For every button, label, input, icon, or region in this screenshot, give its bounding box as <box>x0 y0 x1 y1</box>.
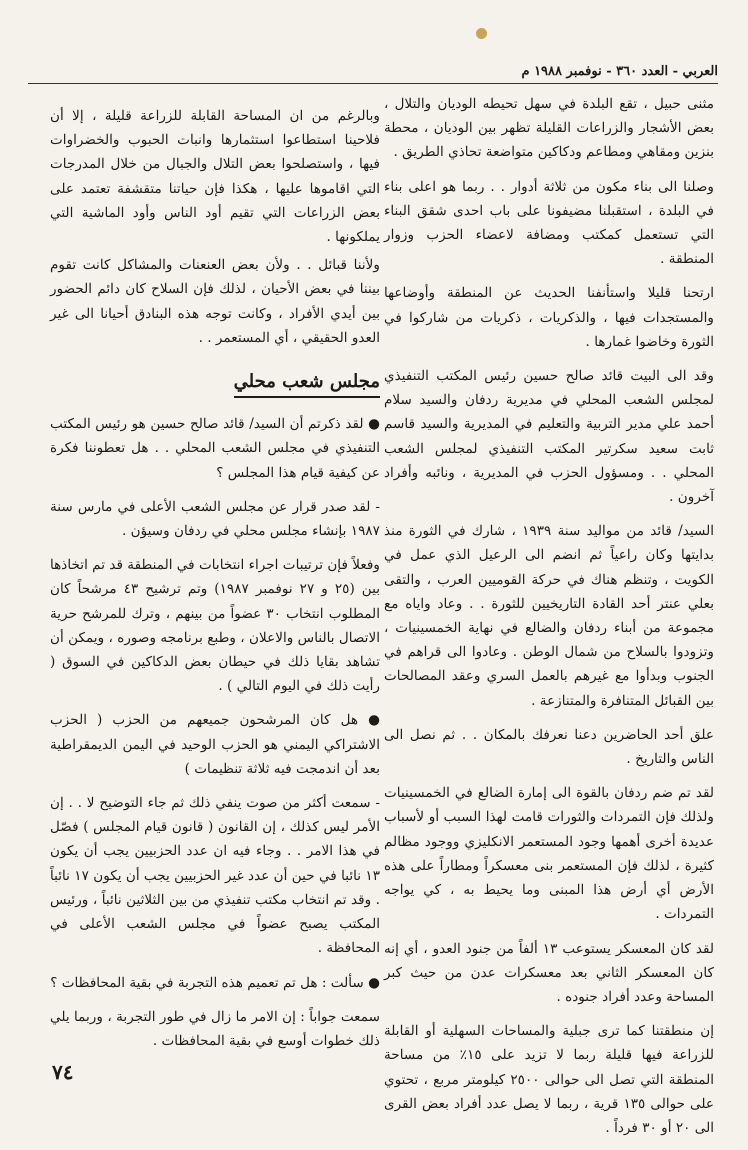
paragraph: مثنى حبيل ، تقع البلدة في سهل تحيطه الوديان والتلال ، بعض الأشجار والزراعات القليلة تظهر بين الوديان ، محطة بنزين ومقاهي ومطاعم ودكاكين متواضعة تحاذي الطريق . <box>384 96 714 161</box>
left-column <box>50 104 380 1063</box>
paragraph: لقد كان المعسكر يستوعب ١٣ ألفاً من جنود العدو ، أي إنه كان المعسكر الثاني بعد معسكرات عدن من حيث كبر المساحة وعدد أفراد جنوده . <box>384 940 714 1005</box>
paragraph: لقد تم ضم ردفان بالقوة الى إمارة الضالع في الخمسينيات ولذلك فإن التمردات والثورات قامت لهذا السبب أو لأسباب عديدة أخرى أهمها وجود المستعمر الانكليزي ووجود مظالم كثيرة ، لذلك فإن المستعمر بنى معسكراً ومطاراً على هذه الأرض أي أرض هذا المبنى وما يحيط به ، كي يواجه التمردات . <box>384 785 714 923</box>
paragraph: وبالرغم من ان المساحة القابلة للزراعة قليلة ، إلا أن فلاحينا استطاعوا استثمارها وانبات الحبوب والخضراوات فيها ، واستصلحوا بعض التلال والجبال من خلال المدرجات التي اقاموها عليها ، هكذا فإن حياتنا متقشفة تعتمد على بعض الزراعات التي تقيم أود الناس وأود الماشية التي يملكونها . <box>50 108 380 246</box>
ink-spot <box>476 28 487 39</box>
question: ● لقد ذكرتم أن السيد/ قائد صالح حسين هو رئيس المكتب التنفيذي في مجلس الشعب المحلي . . هل تعطوننا فكرة عن كيفية قيام هذا المجلس ؟ <box>50 416 380 481</box>
page-header: العربي - العدد ٣٦٠ - نوفمبر ١٩٨٨ م <box>28 64 718 84</box>
paragraph: ولأننا قبائل . . ولأن بعض العنعنات والمشاكل كانت تقوم بيننا في بعض الأحيان ، لذلك فإن السلاح كان دائم الحضور بين أيدي الأفراد ، وكانت توجه هذه البنادق أحيانا الى غير العدو الحقيقي ، أي المستعمر . . <box>50 257 380 346</box>
paragraph: علق أحد الحاضرين دعنا نعرفك بالمكان . . ثم نصل الى الناس والتاريخ . <box>384 726 714 768</box>
paragraph: السيد/ قائد من مواليد سنة ١٩٣٩ ، شارك في الثورة منذ بدايتها وكان راعياً ثم انضم الى الرعيل الذي عمل في الكويت ، وتنظم هناك في حركة القوميين العرب ، والتقى بعلي عنتر أحد القادة التاريخيين للثورة . . وعاد واياه مع مجموعة من أبناء ردفان والضالع في نهاية الخمسينيات ، وتزودوا بالسلاح من شمال الوطن . وعادوا الى قراهم في الجنوب وبدأوا مع غيرهم بالعمل السري وعقد المصالحات بين القبائل المتنافرة والمتنازعة . <box>384 523 714 709</box>
paragraph: إن منطقتنا كما ترى جبلية والمساحات السهلية أو القابلة للزراعة فيها قليلة ربما لا تزيد على ١٥٪ من مساحة المنطقة التي تصل الى حوالى ٢٥٠٠ كيلومتر مربع ، تحتوي على حوالى ١٣٥ قرية ، ربما لا يصل عدد أفراد بعض القرى الى ٢٠ أو ٣٠ فرداً . <box>384 1023 714 1136</box>
question: ● سألت : هل تم تعميم هذه التجربة في بقية المحافظات ؟ <box>50 974 380 991</box>
answer: - سمعت أكثر من صوت ينفي ذلك ثم جاء التوضيح لا . . إن الأمر ليس كذلك ، إن القانون ( قانون قيام المجلس ) فصّل في هذا الامر . . وجاء فيه ان عدد الحزبيين يجب أن يكون ١٣ نائبا في حين أن عدد غير الحزبيين يجب أن يكون ١٧ نائباً . وقد تم انتخاب مكتب تنفيذي من بين الثلاثين نائباً ، ورئيس المكتب يصبح عضواً في مجلس الشعب الأعلى في المحافظة . <box>50 795 380 957</box>
section-heading: مجلس شعب محلي <box>234 370 380 398</box>
paragraph: وقد الى البيت قائد صالح حسين رئيس المكتب التنفيذي لمجلس الشعب المحلي في مديرية ردفان والسيد سلام أحمد علي مدير التربية والتعليم في المديرية والسيد قاسم ثابت سعيد سكرتير المكتب التنفيذي لمجلس الشعب المحلي . . ومسؤول الحزب في المديرية ، ونائبه وأفراد آخرون . <box>384 368 714 506</box>
question: ● هل كان المرشحون جميعهم من الحزب ( الحزب الاشتراكي اليمني هو الحزب الوحيد في اليمن الديمقراطية بعد أن اندمجت فيه ثلاثة تنظيمات ) <box>50 712 380 777</box>
paragraph: وصلنا الى بناء مكون من ثلاثة أدوار . . ربما هو اعلى بناء في البلدة ، استقبلنا مضيفونا على باب احدى شقق البناء التي تستعمل كمكتب ومضافة لاعضاء الحزب وزوار المنطقة . <box>384 178 714 268</box>
right-column <box>384 92 714 1150</box>
paragraph: ارتحنا قليلا واستأنفنا الحديث عن المنطقة وأوضاعها والمستجدات فيها ، والذكريات ، ذكريات من شاركوا في الثورة وخاضوا غمارها . <box>384 285 714 350</box>
answer: - لقد صدر قرار عن مجلس الشعب الأعلى في مارس سنة ١٩٨٧ بإنشاء مجلس محلي في ردفان وسيؤن . <box>50 498 380 540</box>
paragraph: وفعلاً فإن ترتيبات اجراء انتخابات في المنطقة قد تم اتخاذها بين (٢٥ و ٢٧ نوفمبر ١٩٨٧) وتم ترشيح ٤٣ مرشحاً كان المطلوب انتخاب ٣٠ عضواً من بينهم ، وترك للمرشح حرية الاتصال بالناس والاعلان ، وطبع برنامجه وصوره ، ويمكن أن تشاهد بقايا ذلك في حيطان بعض الدكاكين في السوق ( رأيت ذلك في اليوم التالي ) . <box>50 557 381 695</box>
answer: سمعت جواباً : إن الامر ما زال في طور التجربة ، وربما يلي ذلك خطوات أوسع في بقية المحافظات . <box>50 1008 380 1049</box>
page-number: ٧٤ <box>52 1060 74 1084</box>
